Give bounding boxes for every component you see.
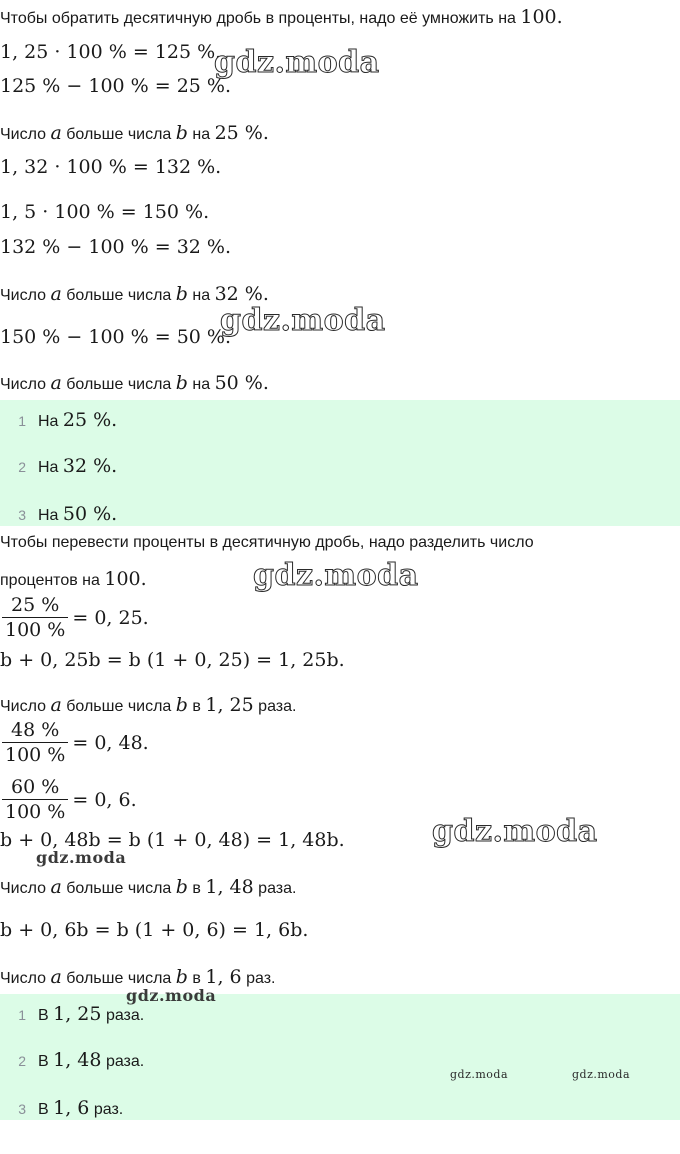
conclusion-text: Число a больше числа b на 50 %. <box>0 372 269 394</box>
watermark: gdz.moda <box>220 303 386 338</box>
fraction-equation: $\frac{60 \%}{100 \%}$ = 0, 6. <box>2 775 137 824</box>
watermark: gdz.moda <box>450 1068 509 1081</box>
intro-text: Чтобы перевести проценты в десятичную дробь, надо разделить число <box>0 534 534 551</box>
equation: 150 % − 100 % = 50 %. <box>0 326 232 348</box>
equation: b + 0, 25b = b (1 + 0, 25) = 1, 25b. <box>0 649 345 671</box>
equation: 1, 25 · 100 % = 125 %. <box>0 41 222 63</box>
conclusion-text: Число a больше числа b на 32 %. <box>0 283 269 305</box>
equation: 1, 5 · 100 % = 150 %. <box>0 201 210 223</box>
watermark: gdz.moda <box>214 45 380 80</box>
answer-block <box>0 400 680 526</box>
conclusion-text: Число a больше числа b на 25 %. <box>0 122 269 144</box>
watermark: gdz.moda <box>126 986 217 1005</box>
equation: b + 0, 48b = b (1 + 0, 48) = 1, 48b. <box>0 829 345 851</box>
watermark: gdz.moda <box>432 814 598 849</box>
answer-item: 3 На 50 %. <box>18 503 118 525</box>
answer-item: 3 В 1, 6 раз. <box>18 1097 124 1119</box>
equation: b + 0, 6b = b (1 + 0, 6) = 1, 6b. <box>0 919 309 941</box>
watermark: gdz.moda <box>572 1068 631 1081</box>
watermark: gdz.moda <box>253 558 419 593</box>
intro-text: Чтобы обратить десятичную дробь в проценты, надо её умножить на 100. <box>0 6 563 28</box>
conclusion-text: Число a больше числа b в 1, 6 раз. <box>0 966 276 988</box>
fraction-equation: $\frac{25 \%}{100 \%}$ = 0, 25. <box>2 593 149 642</box>
equation: 125 % − 100 % = 25 %. <box>0 75 232 97</box>
equation: 132 % − 100 % = 32 %. <box>0 236 232 258</box>
answer-item: 1 На 25 %. <box>18 409 118 431</box>
intro-text: процентов на 100. <box>0 568 147 590</box>
answer-block <box>0 994 680 1120</box>
conclusion-text: Число a больше числа b в 1, 25 раза. <box>0 694 297 716</box>
answer-item: 2 В 1, 48 раза. <box>18 1049 145 1071</box>
equation: 1, 32 · 100 % = 132 %. <box>0 156 222 178</box>
answer-item: 2 На 32 %. <box>18 455 118 477</box>
answer-item: 1 В 1, 25 раза. <box>18 1003 145 1025</box>
watermark: gdz.moda <box>36 848 127 867</box>
conclusion-text: Число a больше числа b в 1, 48 раза. <box>0 876 297 898</box>
fraction-equation: $\frac{48 \%}{100 \%}$ = 0, 48. <box>2 718 149 767</box>
